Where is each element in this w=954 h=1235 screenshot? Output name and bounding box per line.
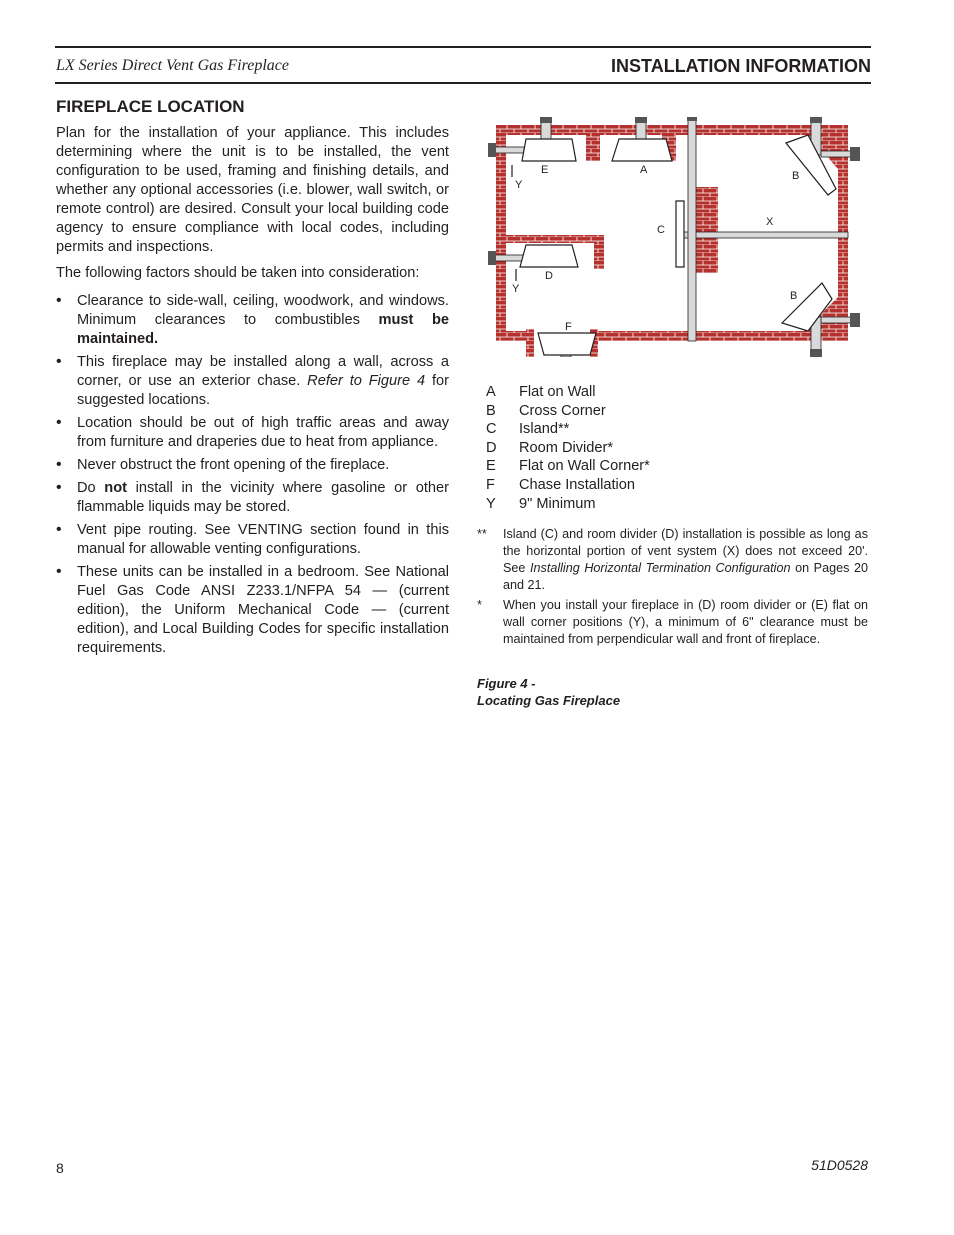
- vent-pipe-vertical: [688, 119, 696, 341]
- legend-key: E: [486, 458, 496, 475]
- fireplace-e: [522, 139, 576, 161]
- note-marker: **: [477, 527, 487, 541]
- bullet-text: Do: [77, 480, 105, 496]
- fireplace-a: [612, 139, 672, 161]
- bullet-text: This fireplace may be installed along a wall, across a corner, or use an exterior chase.: [77, 354, 449, 389]
- bullet-bold: must be maintained.: [77, 312, 449, 347]
- note-island-divider: [477, 526, 868, 594]
- terminal-cap: [635, 117, 647, 123]
- legend-label: Chase Installation: [519, 476, 636, 493]
- legend-key: F: [486, 476, 495, 493]
- label-d: D: [545, 270, 553, 282]
- terminal-cap: [810, 117, 822, 123]
- terminal-cap: [850, 147, 860, 161]
- divider-wall-top: [506, 235, 604, 243]
- bullet-italic: Refer to Figure 4: [307, 373, 426, 389]
- legend-label: Room Divider*: [519, 439, 614, 456]
- legend-label: 9" Minimum: [519, 495, 596, 512]
- header-bottom-rule: [55, 82, 871, 84]
- label-a: A: [640, 164, 648, 176]
- list-item: [56, 479, 449, 517]
- legend-label: Flat on Wall Corner*: [519, 458, 650, 475]
- inner-wall-top-a: [586, 135, 600, 161]
- legend-label: Cross Corner: [519, 402, 606, 419]
- divider-wall-side: [594, 235, 604, 269]
- list-item: [56, 414, 449, 452]
- note-text-italic: Installing Horizontal Termination Configuration: [530, 561, 791, 575]
- label-b-bottom: B: [790, 290, 798, 302]
- legend-item: [486, 476, 650, 495]
- terminal-cap: [488, 251, 496, 265]
- bullet-icon: •: [56, 414, 62, 431]
- legend-key: C: [486, 421, 497, 438]
- intro-paragraph: Plan for the installation of your appliance. This includes determining where the unit is to be installed, the vent configuration to be used, framing and finishing details, and whether any optional accessories (i.e. blower, wall switch, or remote control) are desired. Consult your local building code agency to ensure compliance with local codes, including permits and inspections.: [56, 125, 449, 255]
- bullet-text: These units can be installed in a bedroom. See National Fuel Gas Code ANSI Z233.1/NFPA 54 — (current edition), the Uniform Mechanical Code — (current edition), and Local Building Codes for specific installation requirements.: [77, 564, 449, 656]
- note-text: [503, 526, 868, 594]
- bullet-text: Clearance to side-wall, ceiling, woodwork, and windows. Minimum clearances to combustibles: [77, 293, 449, 328]
- vent-cap-b-right: [821, 151, 855, 157]
- legend-label: Island**: [519, 421, 570, 438]
- legend-key: A: [486, 384, 496, 400]
- bullet-text: Never obstruct the front opening of the fireplace.: [77, 457, 390, 473]
- bullet-icon: •: [56, 292, 62, 309]
- figure-notes: [477, 526, 868, 651]
- list-item: [56, 353, 449, 410]
- series-title: LX Series Direct Vent Gas Fireplace: [56, 57, 289, 74]
- note-text-pre: Island (C) and room divider (D) installation is possible as long as the horizontal portion of vent system (X) does not exceed 20'. See: [503, 527, 868, 575]
- fireplace-f: [538, 333, 596, 355]
- caption-line-2: Locating Gas Fireplace: [477, 693, 621, 708]
- document-number: 51D0528: [811, 1157, 868, 1173]
- bullet-icon: •: [56, 456, 62, 473]
- bullet-text-end: install in the vicinity where gasoline or other flammable liquids may be stored.: [77, 480, 449, 515]
- terminal-cap: [687, 117, 697, 121]
- page-number: 8: [56, 1160, 64, 1176]
- list-item: [56, 521, 449, 559]
- island-wall: [696, 187, 718, 273]
- legend-item: [486, 383, 650, 402]
- vent-pipe-x: [684, 232, 848, 238]
- legend-key: D: [486, 439, 497, 456]
- bullet-text-end: for suggested locations.: [77, 373, 449, 408]
- note-marker: *: [477, 598, 482, 612]
- body-text: [56, 124, 449, 662]
- bullet-icon: •: [56, 563, 62, 580]
- bullet-bold: not: [104, 480, 127, 496]
- list-item: [56, 292, 449, 349]
- fireplace-c: [676, 201, 684, 267]
- label-f: F: [565, 321, 572, 333]
- terminal-cap: [850, 313, 860, 327]
- caption-line-1: Figure 4 -: [477, 676, 536, 691]
- bullet-icon: •: [56, 353, 62, 370]
- bullet-icon: •: [56, 521, 62, 538]
- figure-legend: [486, 383, 650, 513]
- factors-lead: The following factors should be taken into consideration:: [56, 265, 420, 281]
- terminal-cap: [540, 117, 552, 123]
- legend-item: [486, 420, 650, 439]
- legend-item: [486, 402, 650, 421]
- note-text: When you install your fireplace in (D) room divider or (E) flat on wall corner positions (Y), a minimum of 6" clearance must be maintained from perpendicular wall and front of fireplace.: [503, 598, 868, 646]
- legend-key: Y: [486, 495, 496, 512]
- legend-item: [486, 439, 650, 458]
- label-y-lower: Y: [512, 283, 520, 295]
- section-header-title: INSTALLATION INFORMATION: [611, 56, 871, 76]
- legend-item: [486, 495, 650, 514]
- bullet-text: Location should be out of high traffic areas and away from furniture and draperies due to heat from appliance.: [77, 415, 449, 450]
- list-item: [56, 456, 449, 475]
- label-x: X: [766, 216, 774, 228]
- terminal-cap: [488, 143, 496, 157]
- bullet-icon: •: [56, 479, 62, 496]
- legend-label: Flat on Wall: [519, 384, 596, 400]
- note-text-post: on Pages 20 and 21.: [503, 561, 868, 592]
- wall-left: [496, 125, 506, 341]
- list-item: [56, 563, 449, 658]
- terminal-cap: [810, 349, 822, 357]
- label-e: E: [541, 164, 549, 176]
- header-top-rule: [55, 46, 871, 48]
- label-b-top: B: [792, 170, 800, 182]
- figure-caption: [477, 675, 620, 709]
- vent-cap-b2-right: [821, 317, 855, 323]
- note-clearance: [477, 597, 868, 648]
- label-c: C: [657, 224, 665, 236]
- label-y-upper: Y: [515, 179, 523, 191]
- bullet-text: Vent pipe routing. See VENTING section found in this manual for allowable venting configurations.: [77, 522, 449, 557]
- fireplace-d: [520, 245, 578, 267]
- section-title: FIREPLACE LOCATION: [56, 97, 245, 116]
- legend-item: [486, 457, 650, 476]
- fireplace-location-diagram: [486, 117, 860, 357]
- factors-list: [56, 292, 449, 658]
- legend-key: B: [486, 402, 496, 419]
